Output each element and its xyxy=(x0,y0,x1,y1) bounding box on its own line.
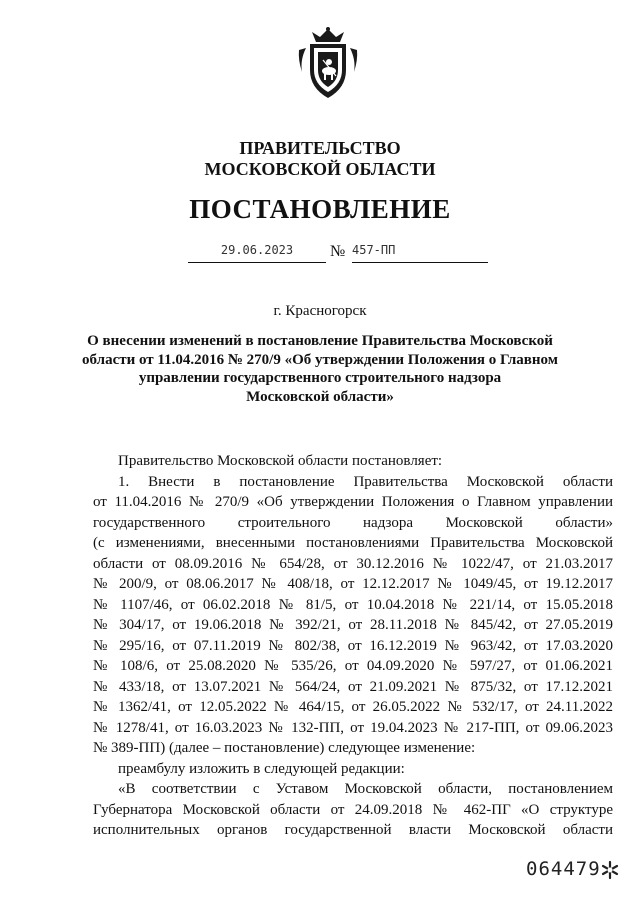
org-line-2: МОСКОВСКОЙ ОБЛАСТИ xyxy=(204,159,436,179)
title-line-1: О внесении изменений в постановление Правительства Московской xyxy=(87,333,553,349)
quote-line: исполнительных органов государственной власти Московской области xyxy=(93,822,613,838)
date-number-line xyxy=(188,243,488,267)
date-underline xyxy=(188,262,326,263)
intro-line: Правительство Московской области постановляет: xyxy=(118,453,443,469)
coat-of-arms-emblem xyxy=(296,26,360,100)
body-line: области от 08.09.2016 № 654/28, от 30.12.2016 № 1022/47, от 21.03.2017 xyxy=(93,555,613,572)
body-line: № 108/6, от 25.08.2020 № 535/26, от 04.09.2020 № 597/27, от 01.06.2021 xyxy=(93,658,613,674)
document-type: ПОСТАНОВЛЕНИЕ xyxy=(189,194,451,224)
title-line-2: области от 11.04.2016 № 270/9 «Об утверждении Положения о Главном xyxy=(82,351,558,368)
number-sign: № xyxy=(330,243,346,260)
body-line: (с изменениями, внесенными постановлениями Правительства Московской xyxy=(93,535,613,551)
body-line: 1. Внести в постановление Правительства Московской области xyxy=(118,473,613,490)
document-number: 457-ПП xyxy=(352,243,396,257)
government-name xyxy=(0,138,640,180)
serial-number: 064479 xyxy=(526,858,601,880)
preamble-line: преамбулу изложить в следующей редакции: xyxy=(118,760,405,777)
body-line: № 433/18, от 13.07.2021 № 564/24, от 21.09.2021 № 875/32, от 17.12.2021 xyxy=(93,678,613,695)
city: г. Красногорск xyxy=(273,303,367,319)
number-underline xyxy=(352,262,488,263)
body-line: государственного строительного надзора Московской области» xyxy=(93,514,613,531)
quote-line: «В соответствии с Уставом Московской области, постановлением xyxy=(118,781,613,797)
body-line: № 1107/46, от 06.02.2018 № 81/5, от 10.04.2018 № 221/14, от 15.05.2018 xyxy=(93,596,613,613)
asterisk-mark-icon xyxy=(600,860,620,880)
title-line-4: Московской области» xyxy=(246,388,394,405)
body-line: № 295/16, от 07.11.2019 № 802/38, от 16.12.2019 № 963/42, от 17.03.2020 xyxy=(93,637,613,654)
document-date: 29.06.2023 xyxy=(220,243,294,257)
document-title xyxy=(80,332,560,406)
body-line: № 1362/41, от 12.05.2022 № 464/15, от 26.05.2022 № 532/17, от 24.11.2022 xyxy=(93,699,613,715)
body-line: № 200/9, от 08.06.2017 № 408/18, от 12.12.2017 № 1049/45, от 19.12.2017 xyxy=(93,576,613,592)
body-line: № 389-ПП) (далее – постановление) следующее изменение: xyxy=(93,740,476,756)
body-line: от 11.04.2016 № 270/9 «Об утверждении Положения о Главном управлении xyxy=(93,494,613,510)
body-line: № 1278/41, от 16.03.2023 № 132-ПП, от 19.04.2023 № 217-ПП, от 09.06.2023 xyxy=(93,719,613,736)
body-line: № 304/17, от 19.06.2018 № 392/21, от 28.11.2018 № 845/42, от 27.05.2019 xyxy=(93,617,613,633)
quote-line: Губернатора Московской области от 24.09.2018 № 462-ПГ «О структуре xyxy=(93,801,613,818)
title-line-3: управлении государственного строительного надзора xyxy=(138,370,502,386)
org-line-1: ПРАВИТЕЛЬСТВО xyxy=(239,138,401,158)
document-body xyxy=(93,451,613,841)
